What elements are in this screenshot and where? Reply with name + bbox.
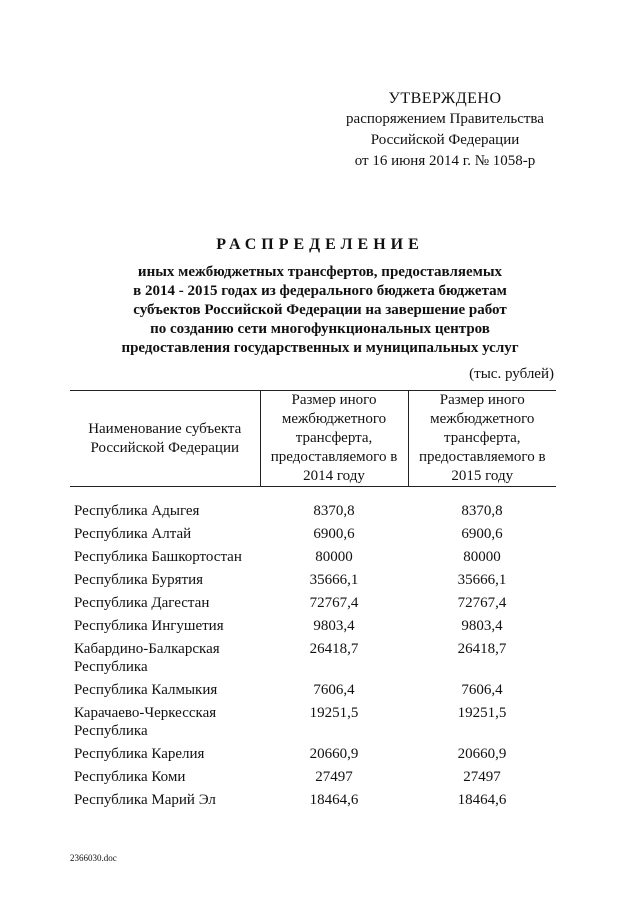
distribution-table bbox=[70, 390, 556, 809]
amount-2014-cell: 72767,4 bbox=[309, 595, 359, 611]
document-title: РАСПРЕДЕЛЕНИЕ bbox=[216, 236, 424, 253]
amount-2014-cell: 27497 bbox=[315, 769, 353, 785]
table-row bbox=[70, 786, 556, 809]
approval-line-3: от 16 июня 2014 г. № 1058-р bbox=[354, 153, 536, 169]
subtitle-line: в 2014 - 2015 годах из федерального бюджета бюджетам bbox=[133, 283, 507, 299]
units-label: (тыс. рублей) bbox=[469, 366, 554, 382]
table-row bbox=[70, 566, 556, 589]
document-subtitle bbox=[110, 263, 530, 358]
subject-name-cell: Кабардино-Балкарская Республика bbox=[74, 641, 220, 675]
subject-name-cell: Республика Карелия bbox=[74, 746, 205, 762]
subject-name-cell: Республика Ингушетия bbox=[74, 618, 224, 634]
amount-2015-cell: 27497 bbox=[463, 769, 501, 785]
amount-2015-cell: 35666,1 bbox=[457, 572, 507, 588]
amount-2014-cell: 35666,1 bbox=[309, 572, 359, 588]
subject-name-cell: Республика Алтай bbox=[74, 526, 192, 542]
table-row bbox=[70, 635, 556, 676]
amount-2015-cell: 7606,4 bbox=[461, 682, 503, 698]
subtitle-line: предоставления государственных и муниципальных услуг bbox=[121, 340, 519, 356]
table-row bbox=[70, 520, 556, 543]
table-row bbox=[70, 497, 556, 520]
amount-2015-cell: 19251,5 bbox=[457, 705, 507, 721]
subtitle-line: субъектов Российской Федерации на завершение работ bbox=[133, 302, 507, 318]
amount-2015-cell: 8370,8 bbox=[461, 503, 503, 519]
amount-2014-cell: 6900,6 bbox=[313, 526, 355, 542]
table-row bbox=[70, 612, 556, 635]
approval-line-2: Российской Федерации bbox=[370, 132, 520, 148]
amount-2014-cell: 26418,7 bbox=[309, 641, 359, 657]
approval-title: УТВЕРЖДЕНО bbox=[388, 90, 502, 107]
header-amount-2014: Размер иного межбюджетного трансферта, предоставляемого в 2014 году bbox=[260, 391, 408, 487]
header-amount-2015: Размер иного межбюджетного трансферта, предоставляемого в 2015 году bbox=[408, 391, 556, 487]
amount-2014-cell: 8370,8 bbox=[313, 503, 355, 519]
amount-2015-cell: 72767,4 bbox=[457, 595, 507, 611]
subject-name-cell: Республика Марий Эл bbox=[74, 792, 216, 808]
amount-2014-cell: 18464,6 bbox=[309, 792, 359, 808]
table-row bbox=[70, 543, 556, 566]
table-row bbox=[70, 676, 556, 699]
amount-2015-cell: 9803,4 bbox=[461, 618, 503, 634]
footer-filename: 2366030.doc bbox=[70, 853, 117, 863]
amount-2015-cell: 26418,7 bbox=[457, 641, 507, 657]
table-header-row bbox=[70, 391, 556, 487]
subject-name-cell: Республика Коми bbox=[74, 769, 186, 785]
header-subject-name: Наименование субъекта Российской Федерации bbox=[70, 391, 260, 487]
amount-2014-cell: 20660,9 bbox=[309, 746, 359, 762]
table-row bbox=[70, 699, 556, 740]
amount-2014-cell: 9803,4 bbox=[313, 618, 355, 634]
approval-line-1: распоряжением Правительства bbox=[346, 111, 544, 127]
subject-name-cell: Республика Башкортостан bbox=[74, 549, 242, 565]
amount-2015-cell: 80000 bbox=[463, 549, 501, 565]
amount-2015-cell: 20660,9 bbox=[457, 746, 507, 762]
subject-name-cell: Республика Дагестан bbox=[74, 595, 210, 611]
subtitle-line: иных межбюджетных трансфертов, предоставляемых bbox=[137, 264, 503, 280]
approval-block bbox=[330, 88, 560, 172]
table-row bbox=[70, 589, 556, 612]
subtitle-line: по созданию сети многофункциональных центров bbox=[150, 321, 490, 337]
amount-2014-cell: 7606,4 bbox=[313, 682, 355, 698]
amount-2015-cell: 18464,6 bbox=[457, 792, 507, 808]
amount-2015-cell: 6900,6 bbox=[461, 526, 503, 542]
subject-name-cell: Республика Адыгея bbox=[74, 503, 200, 519]
subject-name-cell: Республика Калмыкия bbox=[74, 682, 218, 698]
table-row bbox=[70, 740, 556, 763]
amount-2014-cell: 19251,5 bbox=[309, 705, 359, 721]
amount-2014-cell: 80000 bbox=[315, 549, 353, 565]
subject-name-cell: Республика Бурятия bbox=[74, 572, 204, 588]
table-row bbox=[70, 763, 556, 786]
subject-name-cell: Карачаево-Черкесская Республика bbox=[74, 705, 217, 739]
